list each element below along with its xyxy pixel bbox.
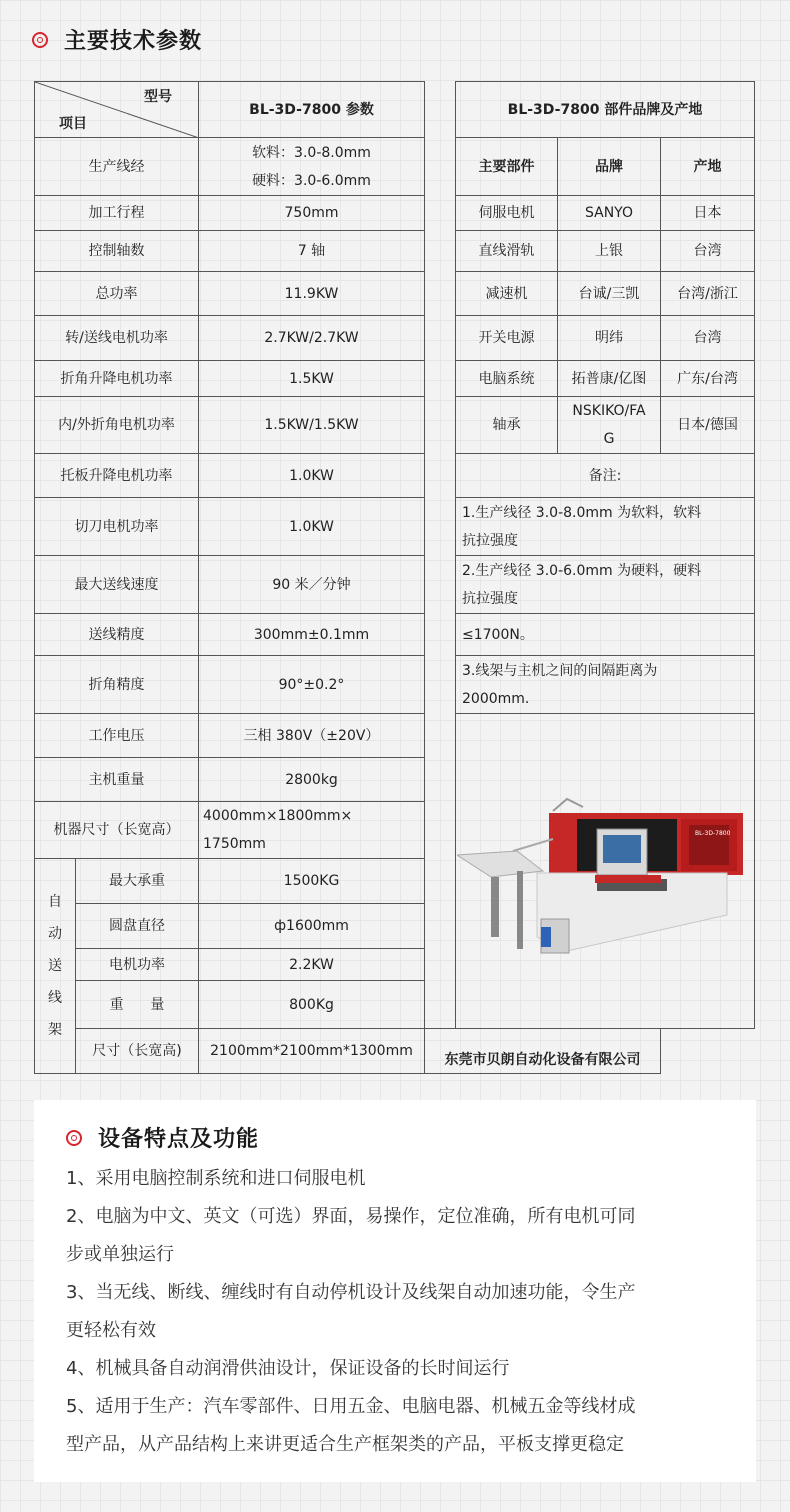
table-row xyxy=(35,556,755,614)
table-row xyxy=(35,454,755,498)
row-value: 2800kg xyxy=(199,758,425,802)
feature-line: 型产品，从产品结构上来讲更适合生产框架类的产品，平板支撑更稳定 xyxy=(66,1434,624,1455)
note-3: 3.线架与主机之间的间隔距离为 2000mm. xyxy=(456,656,755,714)
row-label: 总功率 xyxy=(35,272,199,316)
row-label: 转/送线电机功率 xyxy=(35,316,199,361)
row-value: 1.0KW xyxy=(199,454,425,498)
note-2: 2.生产线径 3.0-6.0mm 为硬料，硬料 抗拉强度 xyxy=(456,556,755,614)
part-brand: SANYO xyxy=(558,196,661,231)
part-name: 开关电源 xyxy=(456,316,558,361)
notes-title: 备注: xyxy=(456,454,755,498)
row-value: 11.9KW xyxy=(199,272,425,316)
feature-line: 步或单独运行 xyxy=(66,1244,174,1265)
row-value: 1.5KW xyxy=(199,361,425,397)
table-row xyxy=(35,1029,755,1074)
row-label: 送线精度 xyxy=(35,614,199,656)
row-value: 三相 380V（±20V） xyxy=(199,714,425,758)
table-row xyxy=(35,361,755,397)
part-name: 减速机 xyxy=(456,272,558,316)
part-brand: 台诚/三凯 xyxy=(558,272,661,316)
row-label: 主机重量 xyxy=(35,758,199,802)
feature-line: 更轻松有效 xyxy=(66,1320,156,1341)
part-origin: 广东/台湾 xyxy=(661,361,755,397)
row-value: 750mm xyxy=(199,196,425,231)
part-brand: 上银 xyxy=(558,231,661,272)
table-row xyxy=(35,397,755,454)
rack-label: 电机功率 xyxy=(76,949,199,981)
rack-value: 800Kg xyxy=(199,981,425,1029)
table-row xyxy=(35,614,755,656)
parts-header-origin: 产地 xyxy=(661,138,755,196)
table-row xyxy=(35,498,755,556)
part-origin: 日本/德国 xyxy=(661,397,755,454)
row-label: 折角精度 xyxy=(35,656,199,714)
part-origin: 日本 xyxy=(661,196,755,231)
row-label: 工作电压 xyxy=(35,714,199,758)
row-label: 折角升降电机功率 xyxy=(35,361,199,397)
feature-line: 3、当无线、断线、缠线时有自动停机设计及线架自动加速功能，令生产 xyxy=(66,1282,636,1303)
row-value: 90 米／分钟 xyxy=(199,556,425,614)
rack-side-header: 自 动 送 线 架 xyxy=(35,859,76,1074)
section-marker-icon xyxy=(32,32,48,48)
part-origin: 台湾 xyxy=(661,316,755,361)
diagonal-header-cell xyxy=(35,82,199,138)
rack-value: 2.2KW xyxy=(199,949,425,981)
section-title-specs: 主要技术参数 xyxy=(64,29,203,54)
machine-image xyxy=(457,721,753,1021)
row-value: 300mm±0.1mm xyxy=(199,614,425,656)
row-label: 控制轴数 xyxy=(35,231,199,272)
part-name: 电脑系统 xyxy=(456,361,558,397)
features-list xyxy=(66,1160,736,1464)
rack-value: 1500KG xyxy=(199,859,425,904)
header-item: 项目 xyxy=(59,116,87,132)
table-row xyxy=(35,196,755,231)
feature-line: 1、采用电脑控制系统和进口伺服电机 xyxy=(66,1168,366,1189)
rack-label: 最大承重 xyxy=(76,859,199,904)
note-1: 1.生产线径 3.0-8.0mm 为软料，软料 抗拉强度 xyxy=(456,498,755,556)
feature-line: 5、适用于生产：汽车零部件、日用五金、电脑电器、机械五金等线材成 xyxy=(66,1396,636,1417)
rack-label: 圆盘直径 xyxy=(76,904,199,949)
part-name: 轴承 xyxy=(456,397,558,454)
table-row xyxy=(35,656,755,714)
row-value: 90°±0.2° xyxy=(199,656,425,714)
row-value: 2.7KW/2.7KW xyxy=(199,316,425,361)
part-origin: 台湾/浙江 xyxy=(661,272,755,316)
rack-label: 重 量 xyxy=(76,981,199,1029)
table-header-row xyxy=(35,82,755,138)
table-row xyxy=(35,316,755,361)
machine-image-cell xyxy=(456,714,755,1029)
rack-value: ф1600mm xyxy=(199,904,425,949)
parts-header-brand: 品牌 xyxy=(558,138,661,196)
row-label: 加工行程 xyxy=(35,196,199,231)
company-name: 东莞市贝朗自动化设备有限公司 xyxy=(425,1029,661,1074)
features-panel xyxy=(34,1100,756,1482)
section-marker-icon xyxy=(66,1130,82,1146)
feature-line: 4、机械具备自动润滑供油设计，保证设备的长时间运行 xyxy=(66,1358,510,1379)
row-label: 最大送线速度 xyxy=(35,556,199,614)
table-row xyxy=(35,714,755,758)
part-brand: 拓普康/亿图 xyxy=(558,361,661,397)
part-origin: 台湾 xyxy=(661,231,755,272)
rack-value: 2100mm*2100mm*1300mm xyxy=(199,1029,425,1074)
part-name: 直线滑轨 xyxy=(456,231,558,272)
table-row xyxy=(35,272,755,316)
feature-line: 2、电脑为中文、英文（可选）界面，易操作，定位准确，所有电机可同 xyxy=(66,1206,636,1227)
row-label: 切刀电机功率 xyxy=(35,498,199,556)
rack-label: 尺寸（长宽高) xyxy=(76,1029,199,1074)
row-value: 7 轴 xyxy=(199,231,425,272)
section-title-features: 设备特点及功能 xyxy=(98,1127,260,1152)
row-label: 内/外折角电机功率 xyxy=(35,397,199,454)
row-label: 机器尺寸（长宽高） xyxy=(35,802,199,859)
note-2-cont: ≤1700N。 xyxy=(456,614,755,656)
parts-header-part: 主要部件 xyxy=(456,138,558,196)
row-label: 生产线经 xyxy=(35,138,199,196)
spec-table xyxy=(34,81,755,1074)
part-name: 伺服电机 xyxy=(456,196,558,231)
table-row xyxy=(35,138,755,196)
part-brand: NSKIKO/FA G xyxy=(558,397,661,454)
row-value: 软料：3.0-8.0mm 硬料：3.0-6.0mm xyxy=(199,138,425,196)
part-brand: 明纬 xyxy=(558,316,661,361)
row-value: 1.5KW/1.5KW xyxy=(199,397,425,454)
row-label: 托板升降电机功率 xyxy=(35,454,199,498)
row-value: 4000mm×1800mm× 1750mm xyxy=(199,802,425,859)
machine-label: BL-3D-7800 xyxy=(695,830,731,837)
table-row xyxy=(35,231,755,272)
row-value: 1.0KW xyxy=(199,498,425,556)
header-model: 型号 xyxy=(144,89,172,105)
header-param: BL-3D-7800 参数 xyxy=(199,82,425,138)
header-parts: BL-3D-7800 部件品牌及产地 xyxy=(456,82,755,138)
